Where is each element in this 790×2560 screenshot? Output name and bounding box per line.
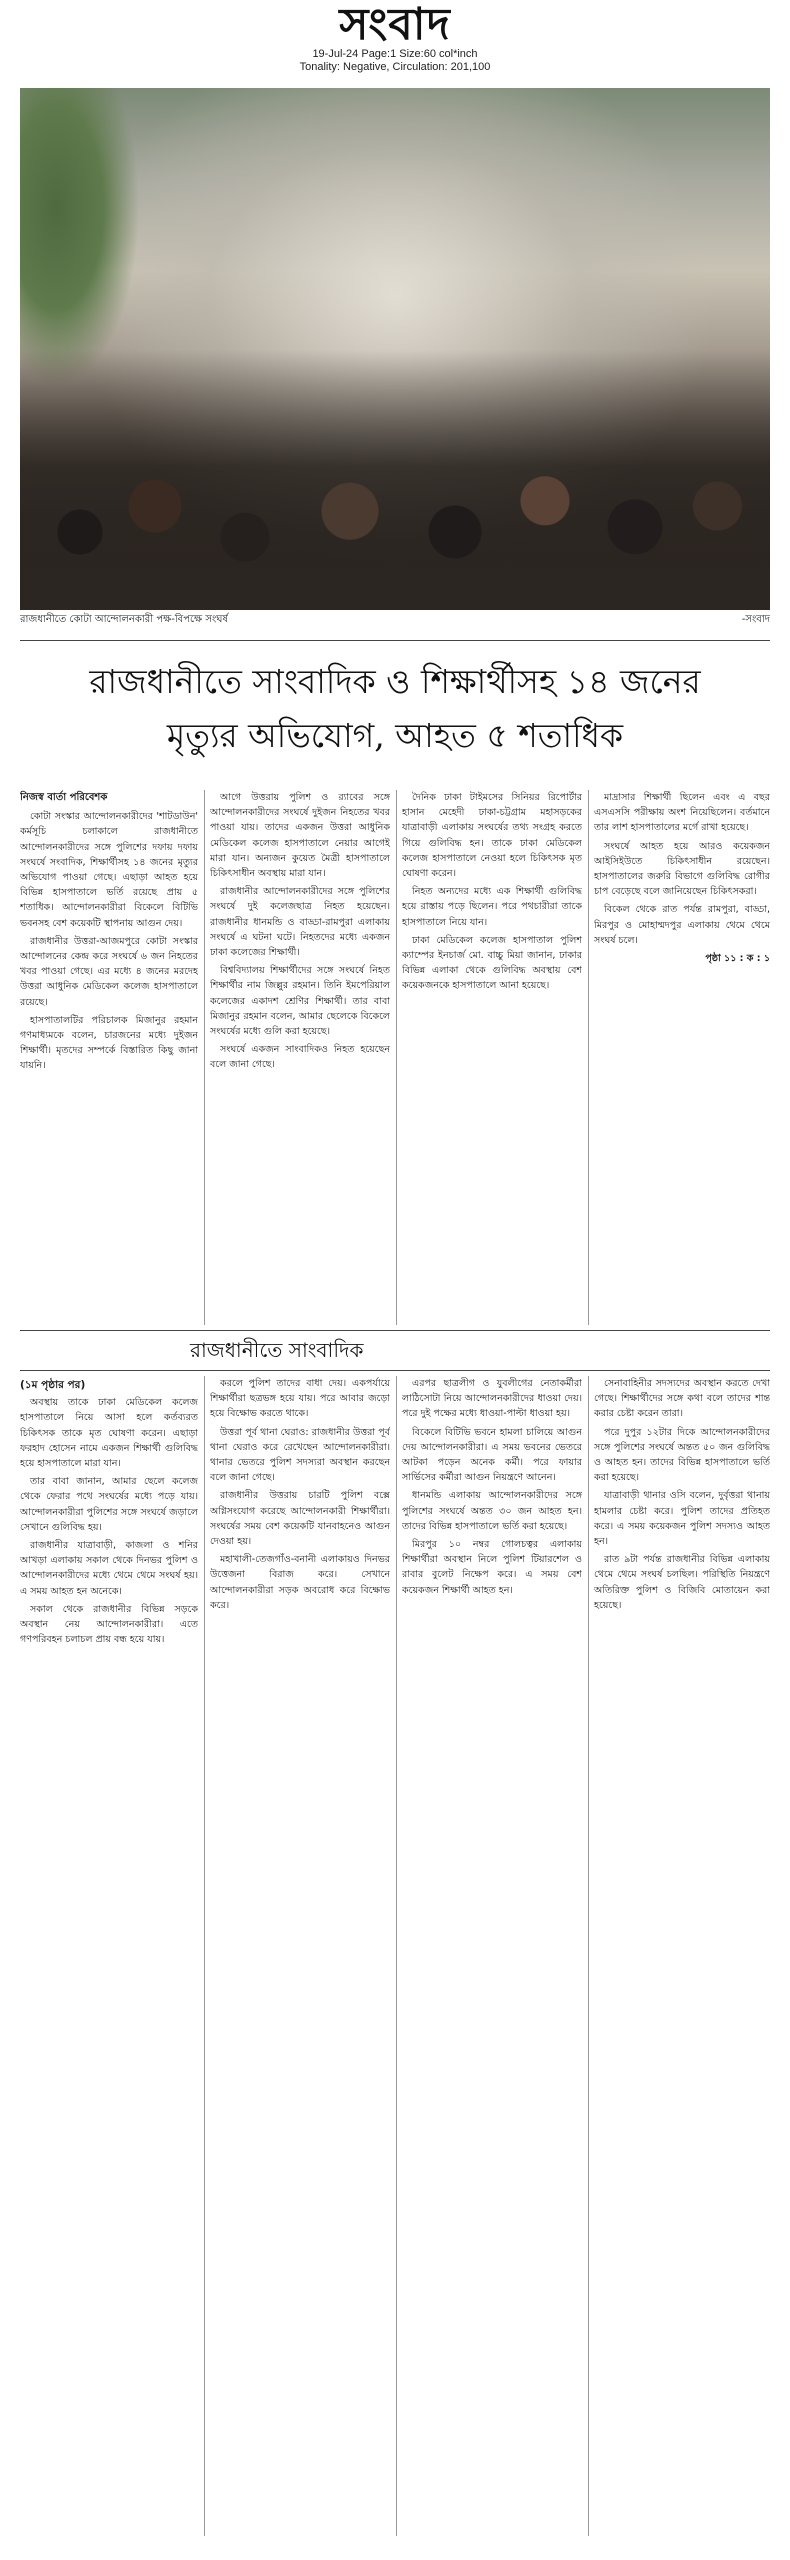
headline-line-1: রাজধানীতে সাংবাদিক ও শিক্ষার্থীসহ ১৪ জনের [89, 662, 701, 701]
divider [20, 1330, 770, 1331]
paragraph: করলে পুলিশ তাদের বাধা দেয়। একপর্যায়ে শিক্ষার্থীরা ছত্রভঙ্গ হয়ে যায়। পরে আবার জড়ো হয়ে বিক্ষোভ করতে থাকে। [210, 1378, 390, 1420]
column-rule [204, 1376, 205, 2536]
photo-crowd [20, 350, 770, 610]
paragraph: রাজধানীর আন্দোলনকারীদের সঙ্গে পুলিশের সংঘর্ষে দুই কলেজছাত্র নিহত হয়েছেন। রাজধানীর ধানমন্ডি ও বাড্ডা-রামপুরা এলাকায় সংঘর্ষে এ ঘটনা ঘটে। নিহতদের মধ্যে একজন ঢাকা কলেজের শিক্ষার্থী। [210, 886, 390, 959]
paragraph: এরপর ছাত্রলীগ ও যুবলীগের নেতাকর্মীরা লাঠিসোটা নিয়ে আন্দোলনকারীদের ধাওয়া দেয়। পরে দুই পক্ষের মধ্যে ধাওয়া-পাল্টা ধাওয়া হয়। [402, 1378, 582, 1420]
divider [20, 640, 770, 641]
column-rule [396, 790, 397, 1325]
column-rule [204, 790, 205, 1325]
paragraph: ঢাকা মেডিকেল কলেজ হাসপাতাল পুলিশ ক্যাম্পের ইনচার্জ মো. বাচ্চু মিয়া জানান, ঢাকার বিভিন্ন এলাকা থেকে গুলিবিদ্ধ অবস্থায় বেশ কয়েকজনকে হাসপাতালে আনা হয়েছে। [402, 934, 582, 992]
headline [20, 655, 770, 767]
column-rule [588, 790, 589, 1325]
continuation-subhead: রাজধানীতে সাংবাদিক [190, 1338, 364, 1362]
clip-metadata-line-1: 19-Jul-24 Page:1 Size:60 col*inch [312, 48, 478, 60]
headline-line-2: মৃত্যুর অভিযোগ, আহত ৫ শতাধিক [166, 716, 624, 755]
photo-caption-text: রাজধানীতে কোটা আন্দোলনকারী পক্ষ-বিপক্ষে সংঘর্ষ [20, 614, 228, 625]
paragraph: হাসপাতালটির পরিচালক মিজানুর রহমান গণমাধ্যমকে বলেন, চারজনের মধ্যে দুইজন শিক্ষার্থী। মৃতদের সম্পর্কে বিস্তারিত কিছু জানা যায়নি। [20, 1014, 198, 1072]
paragraph: মহাখালী-তেজগাঁও-বনানী এলাকায়ও দিনভর উত্তেজনা বিরাজ করে। সেখানে আন্দোলনকারীরা সড়ক অবরোধ করে বিক্ষোভ করে। [210, 1554, 390, 1611]
story-column-4 [594, 790, 770, 1325]
paragraph: উত্তরা পূর্ব থানা ঘেরাও: রাজধানীর উত্তরা পূর্ব থানা ঘেরাও করে রেখেছেন আন্দোলনকারীরা। থানার ভেতরে পুলিশ সদস্যরা অবস্থান করছেন বলে জানা গেছে। [210, 1426, 390, 1484]
paragraph: সেনাবাহিনীর সদস্যদের অবস্থান করতে দেখা গেছে। শিক্ষার্থীদের সঙ্গে কথা বলে তাদের শান্ত করার চেষ্টা করেন তারা। [594, 1378, 770, 1420]
continuation-column-2 [210, 1376, 390, 2536]
paragraph: আগে উত্তরায় পুলিশ ও র‌্যাবের সঙ্গে আন্দোলনকারীদের সংঘর্ষে দুইজন নিহতের খবর পাওয়া যায়। তাদের একজন উত্তরা আধুনিক মেডিকেল কলেজ হাসপাতালে নেয়ার আগেই মারা যান। অন্যজন কুয়েত মৈত্রী হাসপাতালে চিকিৎসাধীন অবস্থায় মারা যান। [210, 792, 390, 880]
clip-metadata-line-2: Tonality: Negative, Circulation: 201,100 [299, 61, 491, 73]
paragraph: তার বাবা জানান, আমার ছেলে কলেজ থেকে ফেরার পথে সংঘর্ষের মধ্যে পড়ে যায়। আন্দোলনকারীরা পুলিশের সঙ্গে সংঘর্ষে জড়ালে সেখানে গুলিবিদ্ধ হয়। [20, 1476, 198, 1533]
paragraph: ধানমন্ডি এলাকায় আন্দোলনকারীদের সঙ্গে পুলিশের সংঘর্ষে অন্তত ৩০ জন আহত হন। তাদের বিভিন্ন হাসপাতালে ভর্তি করা হয়েছে। [402, 1490, 582, 1532]
continuation-column-3 [402, 1376, 582, 2536]
photo-caption [20, 612, 770, 628]
column-rule [396, 1376, 397, 2536]
story-column-2 [210, 790, 390, 1325]
continued-reference: পৃষ্ঠা ১১ : ক : ১ [705, 953, 770, 965]
story-column-1 [20, 790, 198, 1325]
photo-trees [20, 88, 140, 388]
paragraph: সংঘর্ষে একজন সাংবাদিকও নিহত হয়েছেন বলে জানা গেছে। [210, 1044, 390, 1071]
column-rule [588, 1376, 589, 2536]
paragraph: বিকেল থেকে রাত পর্যন্ত রামপুরা, বাড্ডা, মিরপুর ও মোহাম্মদপুর এলাকায় থেমে থেমে সংঘর্ষ চলে। [594, 904, 770, 946]
paragraph: রাত ৯টা পর্যন্ত রাজধানীর বিভিন্ন এলাকায় থেমে থেমে সংঘর্ষ চলছিল। পরিস্থিতি নিয়ন্ত্রণে অতিরিক্ত পুলিশ ও বিজিবি মোতায়েন করা হয়েছে। [594, 1554, 770, 1611]
paragraph: রাজধানীর উত্তরা-আজমপুরে কোটা সংস্কার আন্দোলনের কেন্দ্র করে সংঘর্ষে ৬ জন নিহতের খবর পাওয়া গেছে। এর মধ্যে ৪ জনের মরদেহ উত্তরা আধুনিক মেডিকেল কলেজ হাসপাতালে রয়েছে। [20, 935, 198, 1008]
paragraph: কোটা সংস্কার আন্দোলনকারীদের 'শাটডাউন' কর্মসূচি চলাকালে রাজধানীতে আন্দোলনকারীদের সঙ্গে পুলিশের দফায় দফায় সংঘর্ষে সংবাদিক, শিক্ষার্থীসহ ১৪ জনের মৃত্যুর অভিযোগ পাওয়া গেছে। এছাড়া আহত হয়ে বিভিন্ন হাসপাতালে ভর্তি রয়েছে প্রায় ৫ শতাধিক। আন্দোলনকারীরা বিকেলে বিটিভি ভবনসহ বেশ কয়েকটি স্থাপনায় আগুন দেয়। [20, 811, 198, 929]
news-photo [20, 88, 770, 610]
paragraph: মিরপুর ১০ নম্বর গোলচত্বর এলাকায় শিক্ষার্থীরা অবস্থান নিলে পুলিশ টিয়ারশেল ও রাবার বুলেট নিক্ষেপ করে। এ সময় বেশ কয়েকজন শিক্ষার্থী আহত হন। [402, 1539, 582, 1596]
continuation-column-1 [20, 1376, 198, 2536]
paragraph: পরে দুপুর ১২টার দিকে আন্দোলনকারীদের সঙ্গে পুলিশের সংঘর্ষে অন্তত ৫০ জন গুলিবিদ্ধ ও আহত হন। তাদের বিভিন্ন হাসপাতালে ভর্তি করা হয়েছে। [594, 1426, 770, 1484]
paragraph: দৈনিক ঢাকা টাইমসের সিনিয়র রিপোর্টার হাসান মেহেদী ঢাকা-চট্টগ্রাম মহাসড়কের যাত্রাবাড়ী এলাকায় সংঘর্ষের তথ্য সংগ্রহ করতে গিয়ে গুলিবিদ্ধ হন। তাকে ঢাকা মেডিকেল কলেজ হাসপাতালে নেওয়া হলে চিকিৎসক মৃত ঘোষণা করেন। [402, 792, 582, 880]
paragraph: যাত্রাবাড়ী থানার ওসি বলেন, দুর্বৃত্তরা থানায় হামলার চেষ্টা করে। পুলিশ তাদের প্রতিহত করে। এ সময় কয়েকজন পুলিশ সদস্যও আহত হন। [594, 1490, 770, 1548]
paragraph: সংঘর্ষে আহত হয়ে আরও কয়েকজন আইসিইউতে চিকিৎসাধীন রয়েছেন। হাসপাতালের জরুরি বিভাগে গুলিবিদ্ধ রোগীর চাপ বেড়েছে বলে জানিয়েছেন চিকিৎসকরা। [594, 840, 770, 898]
divider [20, 1370, 770, 1371]
continued-from-label: (১ম পৃষ্ঠার পর) [20, 1379, 86, 1391]
paragraph: রাজধানীর যাত্রাবাড়ী, কাজলা ও শনির আখড়া এলাকায় সকাল থেকে দিনভর পুলিশ ও আন্দোলনকারীদের মধ্যে থেমে থেমে সংঘর্ষ হয়। এ সময় আহত হন অনেকে। [20, 1540, 198, 1597]
paragraph: অবস্থায় তাকে ঢাকা মেডিকেল কলেজ হাসপাতালে নিয়ে আসা হলে কর্তব্যরত চিকিৎসক তাকে মৃত ঘোষণা করেন। এছাড়া ফরহাদ হোসেন নামে একজন শিক্ষার্থী গুলিবিদ্ধ হয়ে হাসপাতালে মারা যান। [20, 1397, 198, 1470]
paragraph: সকাল থেকে রাজধানীর বিভিন্ন সড়কে অবস্থান নেয় আন্দোলনকারীরা। এতে গণপরিবহন চলাচল প্রায় বন্ধ হয়ে যায়। [20, 1603, 198, 1646]
paragraph: রাজধানীর উত্তরায় চারটি পুলিশ বক্সে অগ্নিসংযোগ করেছে আন্দোলনকারী শিক্ষার্থীরা। সংঘর্ষের সময় বেশ কয়েকটি যানবাহনেও আগুন দেওয়া হয়। [210, 1490, 390, 1548]
paragraph: বিশ্ববিদ্যালয় শিক্ষার্থীদের সঙ্গে সংঘর্ষে নিহত শিক্ষার্থীর নাম জিল্লুর রহমান। তিনি ইমপেরিয়াল কলেজের একাদশ শ্রেণির শিক্ষার্থী। তার বাবা মিজানুর রহমান বলেন, আমার ছেলেকে বিকেলে সংঘর্ষের মধ্যে গুলি করা হয়েছে। [210, 965, 390, 1038]
masthead [0, 0, 790, 84]
photo-credit: -সংবাদ [741, 614, 770, 625]
paragraph: বিকেলে বিটিভি ভবনে হামলা চালিয়ে আগুন দেয় আন্দোলনকারীরা। এ সময় ভবনের ভেতরে আটকা পড়েন অনেক কর্মী। পরে ফায়ার সার্ভিসের কর্মীরা আগুন নিয়ন্ত্রণে আনেন। [402, 1426, 582, 1484]
story-column-3 [402, 790, 582, 1325]
continuation-column-4 [594, 1376, 770, 2536]
paragraph: মাদ্রাসার শিক্ষার্থী ছিলেন এবং এ বছর এসএসসি পরীক্ষায় অংশ নিয়েছিলেন। বর্তমানে তার লাশ হাসপাতালের মর্গে রাখা হয়েছে। [594, 792, 770, 834]
paragraph: নিহত অন্যদের মধ্যে এক শিক্ষার্থী গুলিবিদ্ধ হয়ে রাস্তায় পড়ে ছিলেন। পরে পথচারীরা তাকে হাসপাতালে নিয়ে যান। [402, 886, 582, 928]
newspaper-logo: সংবাদ [339, 0, 451, 50]
byline: নিজস্ব বার্তা পরিবেশক [20, 792, 108, 803]
